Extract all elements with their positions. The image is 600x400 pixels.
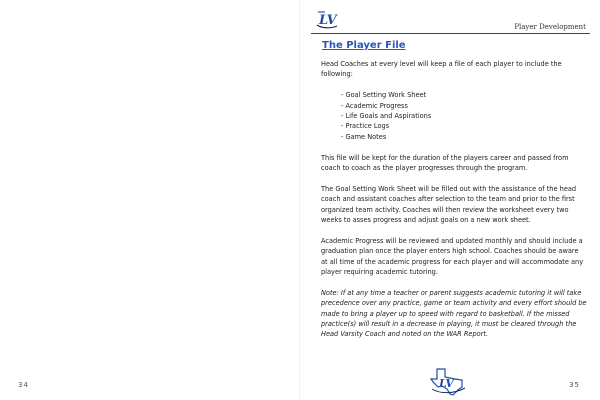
right-page-number: 35	[569, 381, 580, 389]
left-page-number: 34	[18, 381, 29, 389]
file-contents-list	[321, 90, 587, 142]
header-title: Player Development	[514, 23, 586, 31]
logo-letters: LV	[319, 13, 337, 28]
footer-logo-letters: LV	[439, 377, 454, 390]
list-item: - Game Notes	[341, 132, 587, 142]
list-item: - Life Goals and Aspirations	[341, 111, 587, 121]
section-body	[321, 59, 587, 350]
academic-progress-paragraph: Academic Progress will be reviewed and updated monthly and should include a graduation plan once the player enters high school. Coaches should be aware at all time of the academic progress for each player and will accommodate any player requiring academic tutoring.	[321, 236, 584, 277]
section-title: The Player File	[322, 40, 406, 51]
tutoring-note: Note: If at any time a teacher or parent suggests academic tutoring it will take precedence over any practice, game or team activity and every effort should be made to bring a player up to speed with regard to basketball. If the missed practice(s) will result in a decrease in playing, it must be cleared through the Head Varsity Coach and noted on the WAR Report.	[321, 288, 587, 339]
texas-lv-logo-icon	[428, 367, 468, 397]
list-item: - Academic Progress	[341, 101, 587, 111]
lv-logo-icon	[316, 9, 338, 31]
intro-paragraph: Head Coaches at every level will keep a file of each player to include the following:	[321, 60, 562, 79]
list-item: - Practice Logs	[341, 121, 587, 131]
duration-paragraph: This file will be kept for the duration of the players career and passed from coach to coach as the player progresses through the program.	[321, 153, 569, 173]
list-item: - Goal Setting Work Sheet	[341, 90, 587, 100]
header-divider	[311, 33, 590, 34]
goal-setting-paragraph: The Goal Setting Work Sheet will be filled out with the assistance of the head coach and assistant coaches after selection to the team and prior to the first organized team activity. Coaches will then review the worksheet every two weeks to asses progress and adjust goals on a new work sheet.	[321, 184, 577, 225]
